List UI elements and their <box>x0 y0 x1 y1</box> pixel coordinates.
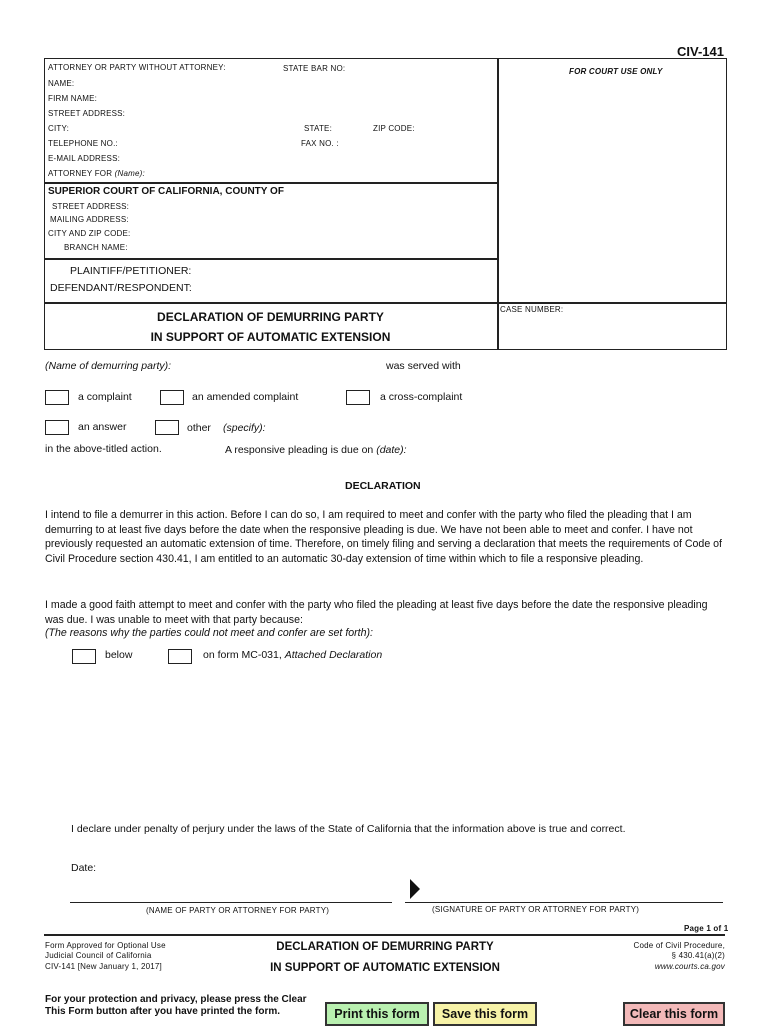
city-label: CITY: <box>48 124 70 133</box>
mc031-italic: Attached Declaration <box>284 649 383 661</box>
below-checkbox[interactable] <box>72 649 96 664</box>
save-button[interactable]: Save this form <box>433 1002 537 1026</box>
cross-complaint-checkbox[interactable] <box>346 390 370 405</box>
attorney-label: ATTORNEY OR PARTY WITHOUT ATTORNEY: <box>48 63 226 72</box>
due-date-label: (date): <box>376 444 407 456</box>
page-number: Page 1 of 1 <box>684 924 729 933</box>
cross-complaint-label: a cross-complaint <box>380 391 463 403</box>
firm-label: FIRM NAME: <box>48 94 98 103</box>
court-branch-label: BRANCH NAME: <box>64 243 128 252</box>
attorney-for-name: (Name): <box>114 169 145 178</box>
court-title: SUPERIOR COURT OF CALIFORNIA, COUNTY OF <box>48 186 284 197</box>
mc031-label <box>203 649 382 661</box>
amended-complaint-checkbox[interactable] <box>160 390 184 405</box>
privacy-line1: For your protection and privacy, please press the Clear <box>45 994 307 1005</box>
due-on-label <box>225 444 407 456</box>
other-checkbox[interactable] <box>155 420 179 435</box>
name-caption: (NAME OF PARTY OR ATTORNEY FOR PARTY) <box>146 906 330 915</box>
footer-title2: IN SUPPORT OF AUTOMATIC EXTENSION <box>270 962 500 974</box>
reasons-label: (The reasons why the parties could not meet and confer are set forth): <box>45 627 373 639</box>
footer-section: § 430.41(a)(2) <box>671 951 725 960</box>
name-line <box>70 902 392 903</box>
specify-label: (specify): <box>223 422 266 434</box>
street-label: STREET ADDRESS: <box>48 109 126 118</box>
signature-arrow-icon <box>408 878 422 900</box>
form-number: CIV-141 <box>677 44 724 59</box>
demurring-party-label: (Name of demurring party): <box>45 360 172 372</box>
signature-caption: (SIGNATURE OF PARTY OR ATTORNEY FOR PARTY) <box>432 905 640 914</box>
footer-code: Code of Civil Procedure, <box>633 941 725 950</box>
privacy-line2: This Form button after you have printed the form. <box>45 1006 281 1017</box>
footer-council: Judicial Council of California <box>45 951 152 960</box>
case-number-label: CASE NUMBER: <box>500 305 564 314</box>
due-on-text: A responsive pleading is due on <box>225 444 374 456</box>
defendant-label: DEFENDANT/RESPONDENT: <box>50 282 192 294</box>
declaration-para1: I intend to file a demurrer in this action. Before I can do so, I am required to meet and confer with the party who filed the pleading that I am demurring to at least five days before the date when the responsive pleading is due. We have not been able to meet and confer. I have not previously requested an automatic extension of time. Therefore, on timely filing and serving a declaration that meets the requirements of Code of Civil Procedure section 430.41, I am entitled to an automatic 30-day extension of time within which to file a responsive pleading. <box>45 509 722 565</box>
complaint-label: a complaint <box>78 391 132 403</box>
complaint-checkbox[interactable] <box>45 390 69 405</box>
above-titled-label: in the above-titled action. <box>45 443 162 455</box>
footer-divider <box>44 934 725 936</box>
mc031-checkbox[interactable] <box>168 649 192 664</box>
declaration-heading: DECLARATION <box>345 480 421 492</box>
other-label: other <box>187 422 211 434</box>
amended-complaint-label: an amended complaint <box>192 391 299 403</box>
footer-title1: DECLARATION OF DEMURRING PARTY <box>276 941 494 953</box>
state-label: STATE: <box>304 124 333 133</box>
perjury-statement: I declare under penalty of perjury under the laws of the State of California that the information above is true and correct. <box>71 823 626 835</box>
mc031-text: on form MC-031, <box>203 649 282 661</box>
court-use-label: FOR COURT USE ONLY <box>569 67 663 76</box>
footer-revision: CIV-141 [New January 1, 2017] <box>45 962 162 971</box>
attorney-for-text: ATTORNEY FOR <box>48 169 113 178</box>
name-label: NAME: <box>48 79 75 88</box>
print-button[interactable]: Print this form <box>325 1002 429 1026</box>
answer-label: an answer <box>78 421 127 433</box>
answer-checkbox[interactable] <box>45 420 69 435</box>
fax-label: FAX NO. : <box>301 139 339 148</box>
court-street-label: STREET ADDRESS: <box>52 202 130 211</box>
plaintiff-label: PLAINTIFF/PETITIONER: <box>70 265 192 277</box>
served-with-label: was served with <box>386 360 461 372</box>
declaration-para2: I made a good faith attempt to meet and confer with the party who filed the pleading at least five days before the date the responsive pleading was due. I was unable to meet with that party because: <box>45 599 708 626</box>
form-title-line1: DECLARATION OF DEMURRING PARTY <box>157 310 384 324</box>
state-bar-label: STATE BAR NO: <box>283 64 346 73</box>
phone-label: TELEPHONE NO.: <box>48 139 118 148</box>
court-city-zip-label: CITY AND ZIP CODE: <box>48 229 131 238</box>
footer-url: www.courts.ca.gov <box>654 962 725 971</box>
zip-label: ZIP CODE: <box>373 124 415 133</box>
attorney-box <box>44 58 499 184</box>
footer-approved: Form Approved for Optional Use <box>45 941 166 950</box>
date-label: Date: <box>71 862 97 874</box>
court-mailing-label: MAILING ADDRESS: <box>50 215 129 224</box>
court-use-box <box>497 58 727 304</box>
form-title-line2: IN SUPPORT OF AUTOMATIC EXTENSION <box>150 330 391 344</box>
signature-line <box>405 902 723 903</box>
attorney-for-label <box>48 169 145 178</box>
email-label: E-MAIL ADDRESS: <box>48 154 121 163</box>
clear-button[interactable]: Clear this form <box>623 1002 725 1026</box>
below-label: below <box>105 649 133 661</box>
